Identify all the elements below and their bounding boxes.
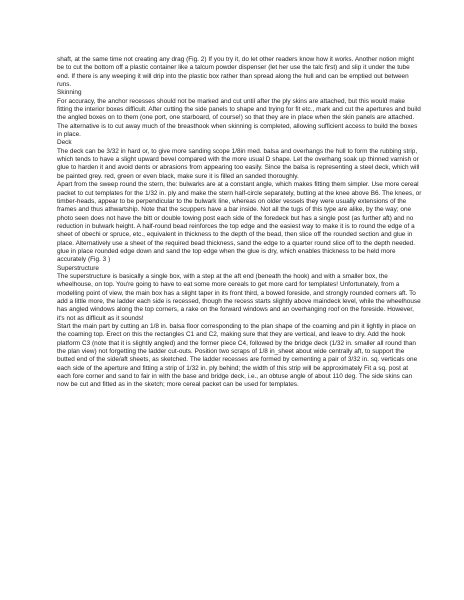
section-heading: Deck	[57, 139, 72, 147]
body-paragraph: For accuracy, the anchor recesses should not be marked and cut until after the ply skins are attached, but this would make fitting the interior boxes difficult. After cutting the side panels to shape and trying for fit etc., mark and cut the apertures and build the angled boxes on to them (one port, one starboard, of course!) so that they are in place when the skin panels are attached. The alternative is to cut away much of the breasthook when skinning is completed, allowing sufficient access to build the boxes in place.	[57, 97, 421, 139]
body-paragraph: The deck can be 3/32 in hard or, to give more sanding scope 1/8in med. balsa and overhangs the hull to form the rubbing strip, which tends to have a slight upward bevel compared with the more usual D shape. Let the overhang soak up thinned varnish or glue to harden it and avoid dents or abrasions from appearing too easily. Since the balsa is representing a steel deck, which will be painted grey. red, green or even black, make sure it is filled an sanded thoroughly.	[57, 147, 420, 180]
document-body	[57, 56, 422, 390]
body-paragraph: shaft, at the same time not creating any drag (Fig. 2) If you try it, do let other readers know how it works. Another notion might be to cut the bottom off a plastic container like a talcum powder dispenser (let her use the talc first) and slip it under the tube end. If there is any weeping it will drip into the plastic box rather than spread along the hull and can be emptied out between runs.	[57, 56, 414, 89]
body-paragraph: The superstructure is basically a single box, with a step at the aft end (beneath the hook) and with a smaller box, the wheelhouse, on top. You're going to have to eat some more cereals to get more card for templates! Unfortunately, from a modelling point of view, the main box has a slight taper in its front third, a bowed foreside, and strongly rounded corners aft. To add a little more, the ladder each side is recessed, though the recess starts slightly above maindeck level, while the wheelhouse has angled windows along the top corners, a rake on the forward windows and an overhanging roof on the foreside. However, it's not as difficult as it sounds!	[57, 272, 421, 322]
section-heading: Superstructure	[57, 264, 99, 272]
body-paragraph: Start the main part by cutting an 1/8 in. balsa floor corresponding to the plan shape of the coaming and pin it lightly in place on the coaming top. Erect on this the rectangles C1 and C2, making sure that they are vertical, and leave to dry. Add the hook platform C3 (note that it is slightly angled) and the former piece C4, followed by the bridge deck (1/32 in. smaller all round than the plan view) not forgetting the ladder cut-outs. Position two scraps of 1/8 in_sheet about wide centrally aft, to support the butted end of the side/aft sheets, as sketched. The ladder recesses are formed by cementing a pair of 3/32 in. sq. verticals one each side of the aperture and fitting a strip of 1/32 in. ply behind; the width of this strip will be approximately Fit a sq. post at each fore corner and sand to fair in with the base and bridge deck, i.e., an obtuse angle of about 110 deg. The side skins can now be cut and fitted as in the sketch; more cereal packet can be used for templates.	[57, 323, 418, 389]
body-paragraph: Apart from the sweep round the stern, the: bulwarks are at a constant angle, which makes fitting them simpler. Use more cereal packet to cut templates for the 1/32 in. ply and make the stern half-circle separately, butting at the knee above B6. The knees, or timber-heads, appear to be perpendicular to the bulwark line, whereas on older vessels they were usually extensions of the frames and thus athwartship. Note that the scuppers have a bar inside. Not all the tugs of this type are alike, by the way; one photo seen does not have the bitt or double towing post each side of the foredeck but has a single post (as further aft) and no reduction in bulwark height. A half-round bead reinforces the top edge and the easiest way to make it is to round the edge of a sheet of obechi or spruce, etc., equivalent in thickness to the depth of the bead, then slice off the rounded section and glue in place. Alternatively use a sheet of the required bead thickness, sand the edge to a quarter round slice off to the depth needed. glue in place rounded edge down and sand the top edge when the glue is dry, which enables thickness to be held more accurately (Fig. 3 )	[57, 181, 422, 264]
section-heading: Skinning	[57, 89, 82, 97]
